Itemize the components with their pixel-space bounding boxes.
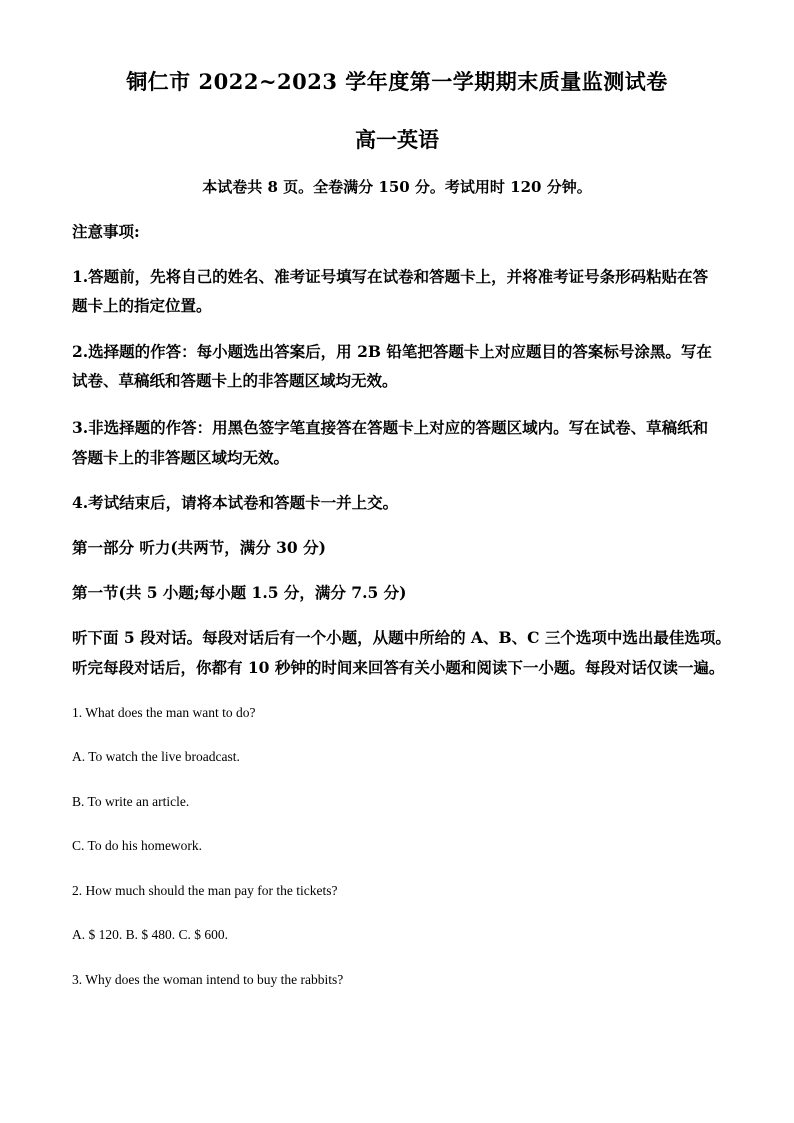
notice-heading: 注意事项: bbox=[72, 222, 140, 241]
notice-item-3-line-1: 3.非选择题的作答：用黑色签字笔直接答在答题卡上对应的答题区域内。写在试卷、草稿纸和 bbox=[72, 418, 709, 437]
notice-item-1-line-1: 1.答题前，先将自己的姓名、准考证号填写在试卷和答题卡上，并将准考证号条形码粘贴在答 bbox=[72, 267, 709, 286]
question-3-stem: 3. Why does the woman intend to buy the rabbits? bbox=[72, 972, 344, 987]
notice-item-1-line-2: 题卡上的指定位置。 bbox=[72, 296, 212, 315]
notice-item-2-line-1: 2.选择题的作答：每小题选出答案后，用 2B 铅笔把答题卡上对应题目的答案标号涂黑。写在 bbox=[72, 342, 712, 361]
exam-info: 本试卷共 8 页。全卷满分 150 分。考试用时 120 分钟。 bbox=[202, 178, 592, 196]
page-title: 铜仁市 2022~2023 学年度第一学期期末质量监测试卷 bbox=[126, 69, 668, 94]
question-1-option-b: B. To write an article. bbox=[72, 794, 190, 809]
question-1-stem: 1. What does the man want to do? bbox=[72, 705, 256, 720]
question-2-options: A. $ 120. B. $ 480. C. $ 600. bbox=[72, 927, 229, 942]
section-heading: 第一节(共 5 小题;每小题 1.5 分，满分 7.5 分) bbox=[72, 583, 407, 602]
notice-item-4: 4.考试结束后，请将本试卷和答题卡一并上交。 bbox=[72, 493, 399, 512]
question-1-option-c: C. To do his homework. bbox=[72, 838, 203, 853]
notice-item-2-line-2: 试卷、草稿纸和答题卡上的非答题区域均无效。 bbox=[72, 371, 398, 390]
question-2-stem: 2. How much should the man pay for the tickets? bbox=[72, 883, 338, 898]
question-1-option-a: A. To watch the live broadcast. bbox=[72, 749, 240, 764]
instruction-line-1: 听下面 5 段对话。每段对话后有一个小题，从题中所给的 A、B、C 三个选项中选出最佳选项。 bbox=[72, 628, 731, 647]
instruction-line-2: 听完每段对话后，你都有 10 秒钟的时间来回答有关小题和阅读下一小题。每段对话仅读一遍。 bbox=[72, 658, 725, 677]
notice-item-3-line-2: 答题卡上的非答题区域均无效。 bbox=[72, 448, 290, 467]
page-subtitle: 高一英语 bbox=[355, 127, 439, 152]
part-heading: 第一部分 听力(共两节，满分 30 分) bbox=[72, 538, 326, 557]
